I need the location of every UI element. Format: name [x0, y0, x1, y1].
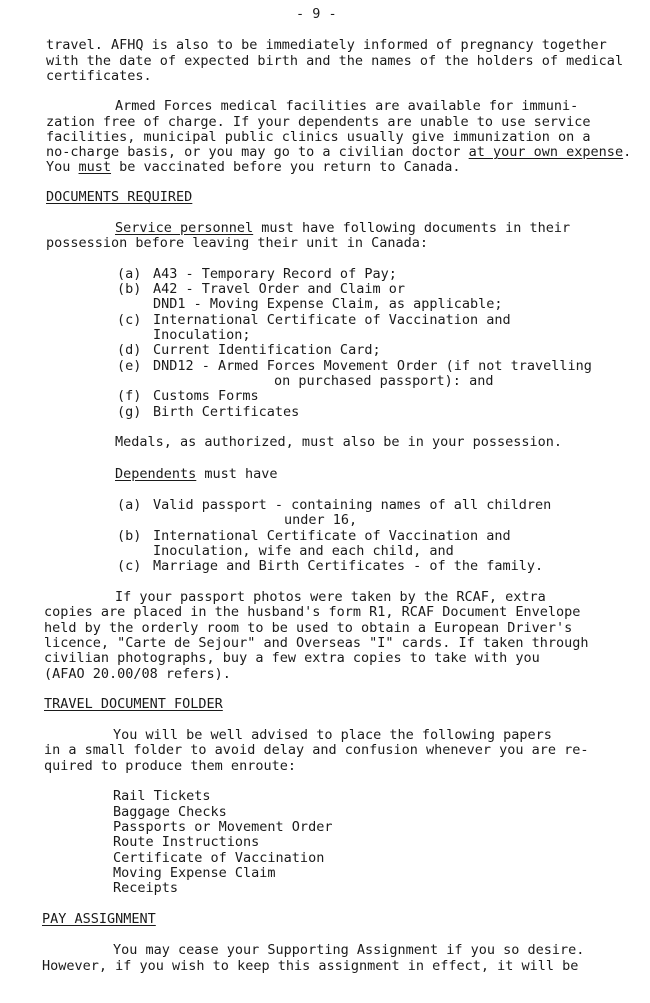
list-item: Marriage and Birth Certificates - of the family.	[153, 558, 544, 574]
list-item: International Certificate of Vaccination and	[153, 528, 511, 544]
list-item: Inoculation, wife and each child, and	[153, 543, 454, 559]
underlined-phrase: Service personnel	[115, 220, 254, 236]
paragraph-line: zation free of charge. If your dependents are unable to use service	[46, 114, 591, 130]
list-marker: (c)	[117, 558, 142, 574]
list-marker: (b)	[117, 281, 142, 297]
list-item: DND12 - Armed Forces Movement Order (if not travelling	[153, 358, 592, 374]
list-marker: (d)	[117, 342, 142, 358]
list-marker: (g)	[117, 404, 142, 420]
underlined-word: Dependents	[115, 466, 197, 482]
paragraph-line: If your passport photos were taken by the RCAF, extra	[115, 589, 546, 605]
paragraph-line: travel. AFHQ is also to be immediately informed of pregnancy together	[46, 37, 607, 53]
list-marker: (f)	[117, 388, 142, 404]
list-item: Current Identification Card;	[153, 342, 381, 358]
list-item: Passports or Movement Order	[113, 819, 333, 835]
list-item: DND1 - Moving Expense Claim, as applicable;	[153, 296, 503, 312]
paragraph-line: Medals, as authorized, must also be in your possession.	[115, 434, 563, 450]
list-item: A42 - Travel Order and Claim or	[153, 281, 405, 297]
paragraph-line: with the date of expected birth and the names of the holders of medical	[46, 53, 624, 69]
list-item: Receipts	[113, 880, 179, 896]
list-item: Valid passport - containing names of all children	[153, 497, 552, 513]
section-heading-documents-required: DOCUMENTS REQUIRED	[46, 189, 193, 205]
paragraph-line: civilian photographs, buy a few extra copies to take with you	[44, 650, 540, 666]
list-item: Customs Forms	[153, 388, 259, 404]
text-span: must have following documents in their	[253, 220, 571, 236]
paragraph-line: held by the orderly room to be used to obtain a European Driver's	[44, 620, 573, 636]
list-item: A43 - Temporary Record of Pay;	[153, 266, 397, 282]
underlined-phrase: at your own expense	[468, 144, 624, 160]
paragraph-line: You will be well advised to place the following papers	[113, 727, 552, 743]
text-span: no-charge basis, or you may go to a civilian doctor	[46, 144, 469, 160]
text-span: You	[46, 159, 79, 175]
paragraph-line: quired to produce them enroute:	[44, 758, 296, 774]
paragraph-line: copies are placed in the husband's form R1, RCAF Document Envelope	[44, 604, 581, 620]
paragraph-line: licence, "Carte de Sejour" and Overseas "I" cards. If taken through	[44, 635, 589, 651]
paragraph-line	[46, 160, 461, 175]
text-span: be vaccinated before you return to Canada.	[111, 159, 461, 175]
list-item: Certificate of Vaccination	[113, 850, 325, 866]
list-item: Baggage Checks	[113, 804, 227, 820]
list-item: Route Instructions	[113, 834, 260, 850]
list-marker: (c)	[117, 312, 142, 328]
list-marker: (e)	[117, 358, 142, 374]
list-marker: (a)	[117, 266, 142, 282]
paragraph-line: You may cease your Supporting Assignment if you so desire.	[113, 942, 585, 958]
paragraph-line: possession before leaving their unit in Canada:	[46, 235, 429, 251]
list-item: Moving Expense Claim	[113, 865, 276, 881]
list-item: Birth Certificates	[153, 404, 300, 420]
list-item: Inoculation;	[153, 327, 251, 343]
paragraph-line: However, if you wish to keep this assignment in effect, it will be	[42, 958, 579, 974]
list-marker: (a)	[117, 497, 142, 513]
text-span: .	[623, 144, 632, 160]
paragraph-line	[115, 467, 278, 482]
section-heading-pay-assignment: PAY ASSIGNMENT	[42, 911, 156, 927]
section-heading-travel-document-folder: TRAVEL DOCUMENT FOLDER	[44, 696, 223, 712]
list-item: on purchased passport): and	[274, 373, 494, 389]
list-item: under 16,	[284, 512, 358, 528]
list-item: International Certificate of Vaccination and	[153, 312, 511, 328]
list-item: Rail Tickets	[113, 788, 211, 804]
paragraph-line: (AFAO 20.00/08 refers).	[44, 666, 231, 682]
paragraph-line: in a small folder to avoid delay and confusion whenever you are re-	[44, 742, 589, 758]
text-span: must have	[196, 466, 278, 482]
paragraph-line: certificates.	[46, 68, 152, 84]
underlined-word: must	[78, 159, 112, 175]
paragraph-line: facilities, municipal public clinics usually give immunization on a	[46, 129, 591, 145]
paragraph-line: Armed Forces medical facilities are available for immuni-	[115, 98, 579, 114]
list-marker: (b)	[117, 528, 142, 544]
page-number: - 9 -	[296, 6, 337, 22]
